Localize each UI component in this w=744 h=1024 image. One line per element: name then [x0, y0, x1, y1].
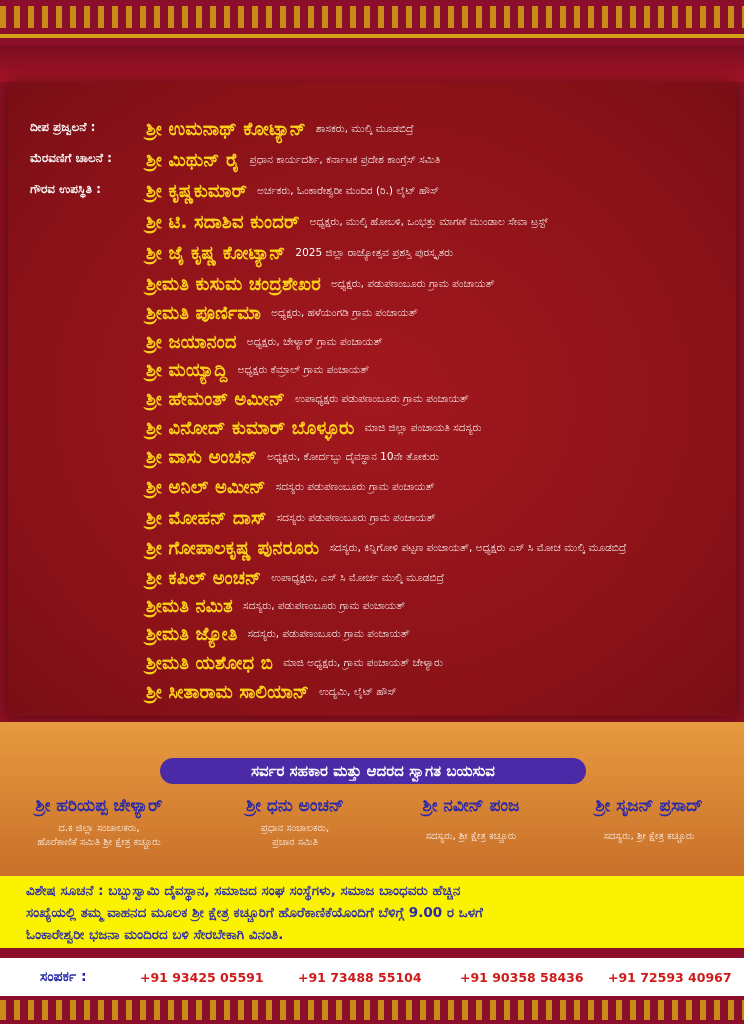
guest-name: ಶ್ರೀಮತಿ ನಮಿತ: [146, 595, 233, 617]
guest-name: ಶ್ರೀಮತಿ ಯಶೋಧ ಬಿ: [146, 652, 274, 674]
guest-name: ಶ್ರೀಮತಿ ಪೂರ್ಣಿಮಾ: [146, 302, 262, 324]
guest-designation: ಅಧ್ಯಕ್ಷರು ಕೆಮ್ರಾಲ್ ಗ್ರಾಮ ಪಂಚಾಯತ್: [237, 363, 370, 376]
guest-name: ಶ್ರೀ ಹೇಮಂತ್ ಅಮೀನ್: [146, 388, 286, 410]
special-notice: [0, 876, 744, 948]
guest-row: [146, 474, 435, 500]
guest-name: ಶ್ರೀ ಮೋಹನ್ ದಾಸ್: [146, 507, 267, 529]
notice-line-2: ಸಂಖ್ಯೆಯಲ್ಲಿ ತಮ್ಮ ವಾಹನದ ಮೂಲಕ ಶ್ರೀ ಕ್ಷೇತ್ರ ಕಚ್ಚೂರಿಗೆ ಹೊರೆಕಾಣಿಕೆಯೊಂದಿಗೆ ಬೆಳಿಗ್ಗೆ 9.00 ರ ಒಳಗೆ: [26, 905, 483, 921]
guest-designation: ಉಪಾಧ್ಯಕ್ಷರು ಪಡುಪಣಂಬೂರು ಗ್ರಾಮ ಪಂಚಾಯತ್: [295, 392, 469, 405]
guest-row: [146, 415, 481, 441]
guest-row: [146, 271, 495, 297]
label-procession: ಮೆರವಣಿಗೆ ಚಾಲನೆ :: [30, 151, 112, 165]
guest-designation: ಅಧ್ಯಕ್ಷರು, ಹಳೆಯಂಗಡಿ ಗ್ರಾಮ ಪಂಚಾಯತ್: [271, 306, 418, 319]
organizer-role: ಸದಸ್ಯರು, ಶ್ರೀ ಕ್ಷೇತ್ರ ಕಚ್ಚೂರು: [425, 831, 517, 842]
guest-designation: ಅಧ್ಯಕ್ಷರು, ಮುಲ್ಕಿ ಹೋಬಳಿ, ಒಂಭತ್ತು ಮಾಗಣೆ ಮುಂಡಾಲ ಸೇವಾ ಟ್ರಸ್ಟ್: [309, 215, 548, 228]
guest-designation: ಮಾಜಿ ಅಧ್ಯಕ್ಷರು, ಗ್ರಾಮ ಪಂಚಾಯತ್ ಚೇಳ್ಯಾರು: [283, 656, 443, 669]
guest-name: ಶ್ರೀ ಮಿಥುನ್ ರೈ: [146, 149, 240, 171]
guest-designation: ಮಾಜಿ ಜಿಲ್ಲಾ ಪಂಚಾಯತಿ ಸದಸ್ಯರು: [364, 421, 482, 434]
guest-name: ಶ್ರೀ ಕಪಿಲ್ ಅಂಚನ್: [146, 567, 262, 589]
guest-designation: ಸದಸ್ಯರು, ಪಡುಪಣಂಬೂರು ಗ್ರಾಮ ಪಂಚಾಯತ್: [242, 599, 406, 612]
guest-row: [146, 593, 405, 619]
guest-row: [146, 240, 453, 266]
guest-row: [146, 444, 439, 470]
label-lamp-lighting: ದೀಪ ಪ್ರಜ್ವಲನೆ :: [30, 120, 96, 134]
border-line: [0, 34, 744, 38]
notice-line-3: ಓಂಕಾರೇಶ್ವರೀ ಭಜನಾ ಮಂದಿರದ ಬಳಿ ಸೇರಬೇಕಾಗಿ ವಿನಂತಿ.: [26, 927, 284, 943]
organizer-1: [14, 796, 184, 850]
phone-number[interactable]: +91 73488 55104: [298, 969, 422, 985]
guest-row: [146, 505, 436, 531]
guest-name: ಶ್ರೀ ವಿನೋದ್ ಕುಮಾರ್ ಬೊಳ್ಳೂರು: [146, 417, 355, 439]
guest-name: ಶ್ರೀ ಅನಿಲ್ ಅಮೀನ್: [146, 476, 266, 498]
guest-designation: ಸದಸ್ಯರು, ಪಡುಪಣಂಬೂರು ಗ್ರಾಮ ಪಂಚಾಯತ್: [247, 627, 410, 640]
guest-designation: ಸದಸ್ಯರು ಪಡುಪಣಂಬೂರು ಗ್ರಾಮ ಪಂಚಾಯತ್: [275, 480, 435, 493]
guest-name: ಶ್ರೀ ಉಮನಾಥ್ ಕೋಟ್ಯಾನ್: [146, 118, 306, 140]
organizer-name: ಶ್ರೀ ಸೃಜನ್ ಪ್ರಸಾದ್: [595, 796, 703, 816]
label-presence: ಗೌರವ ಉಪಸ್ಥಿತಿ :: [30, 182, 101, 196]
guest-designation: ಪ್ರಧಾನ ಕಾರ್ಯದರ್ಶಿ, ಕರ್ನಾಟಕ ಪ್ರದೇಶ ಕಾಂಗ್ರೆಸ್ ಸಮಿತಿ: [249, 153, 441, 166]
phone-number[interactable]: +91 72593 40967: [608, 969, 732, 985]
notice-line-1: ವಿಶೇಷ ಸೂಚನೆ : ಬಬ್ಬುಸ್ವಾಮಿ ದೈವಸ್ಥಾನ, ಸಮಾಜದ ಸಂಘ ಸಂಸ್ಥೆಗಳು, ಸಮಾಜ ಬಾಂಧವರು ಹೆಚ್ಚಿನ: [26, 883, 461, 899]
contact-bar: [0, 958, 744, 996]
guest-name: ಶ್ರೀ ಜಯಾನಂದ: [146, 331, 237, 353]
guest-row: [146, 650, 443, 676]
guest-designation: ಉಪಾಧ್ಯಕ್ಷರು, ಎಸ್ ಸಿ ಮೋರ್ಚ ಮುಲ್ಕಿ ಮೂಡಬಿದ್ರೆ: [271, 571, 445, 584]
guest-row: [146, 300, 418, 326]
guest-row: [146, 357, 369, 383]
guest-designation: 2025 ಜಿಲ್ಲಾ ರಾಜ್ಯೋತ್ಸವ ಪ್ರಶಸ್ತಿ ಪುರಸ್ಕೃತರು: [295, 246, 453, 259]
phone-number[interactable]: +91 93425 05591: [140, 969, 264, 985]
guest-name: ಶ್ರೀ ಕೃಷ್ಣಕುಮಾರ್: [146, 180, 248, 202]
organizer-2: [220, 796, 370, 850]
organizer-name: ಶ್ರೀ ಹರಿಯಪ್ಪ ಚೇಳ್ಯಾರ್: [35, 796, 163, 816]
organizer-name: ಶ್ರೀ ಧನು ಅಂಚನ್: [246, 796, 344, 816]
guest-name: ಶ್ರೀಮತಿ ಜ್ಯೋತಿ: [146, 623, 238, 645]
border-pattern: [0, 6, 744, 28]
guest-row: [146, 178, 439, 204]
guest-name: ಶ್ರೀ ವಾಸು ಅಂಚನ್: [146, 446, 258, 468]
guest-row: [146, 329, 382, 355]
organizer-role: ಸದಸ್ಯರು, ಶ್ರೀ ಕ್ಷೇತ್ರ ಕಚ್ಚೂರು: [603, 831, 695, 842]
guest-designation: ಅಧ್ಯಕ್ಷರು, ಪಡುಪಣಂಬೂರು ಗ್ರಾಮ ಪಂಚಾಯತ್: [330, 277, 495, 290]
guest-name: ಶ್ರೀ ಗೋಪಾಲಕೃಷ್ಣ ಪುನರೂರು: [146, 537, 320, 559]
guest-name: ಶ್ರೀ ಸೀತಾರಾಮ ಸಾಲಿಯಾನ್: [146, 681, 310, 703]
guest-name: ಶ್ರೀಮತಿ ಕುಸುಮ ಚಂದ್ರಶೇಖರ: [146, 273, 321, 295]
phone-number[interactable]: +91 90358 58436: [460, 969, 584, 985]
guest-row: [146, 147, 440, 173]
guest-row: [146, 621, 410, 647]
header-band: [0, 46, 744, 82]
welcome-banner: ಸರ್ವರ ಸಹಕಾರ ಮತ್ತು ಆದರದ ಸ್ವಾಗತ ಬಯಸುವ: [160, 758, 586, 784]
guest-designation: ಅಧ್ಯಕ್ಷರು, ಕೋರ್ದಬ್ಬು ದೈವಸ್ಥಾನ 10ನೇ ತೋಕುರು: [267, 450, 439, 463]
organizer-role: ಪ್ರಧಾನ ಸಂಚಾಲಕರು, ಪ್ರಚಾರ ಸಮಿತಿ: [260, 823, 330, 848]
organizer-4: [560, 796, 738, 844]
guest-designation: ಅಧ್ಯಕ್ಷರು, ಚೇಳ್ಯಾರ್ ಗ್ರಾಮ ಪಂಚಾಯತ್: [246, 335, 383, 348]
guest-designation: ಸದಸ್ಯರು ಪಡುಪಣಂಬೂರು ಗ್ರಾಮ ಪಂಚಾಯತ್: [276, 511, 436, 524]
guest-designation: ಸದಸ್ಯರು, ಕಿನ್ನಿಗೋಳಿ ಪಟ್ಟಣ ಪಂಚಾಯತ್, ಅಧ್ಯಕ್ಷರು ಎಸ್ ಸಿ ಮೋಚ ಮುಲ್ಕಿ ಮೂಡಬಿದ್ರೆ: [329, 541, 627, 554]
bottom-decorative-border: [0, 996, 744, 1024]
guest-designation: ಶಾಸಕರು, ಮುಲ್ಕಿ ಮೂಡಬಿದ್ರೆ: [315, 122, 414, 135]
guest-designation: ಅರ್ಚಕರು, ಓಂಕಾರೇಶ್ವರೀ ಮಂದಿರ (ರಿ.) ಲೈಟ್ ಹೌಸ್: [257, 184, 440, 197]
guest-name: ಶ್ರೀ ಜೈ ಕೃಷ್ಣ ಕೋಟ್ಯಾನ್: [146, 242, 286, 264]
separator: [0, 948, 744, 958]
guest-name: ಶ್ರೀ ಟಿ. ಸದಾಶಿವ ಕುಂದರ್: [146, 211, 300, 233]
guest-row: [146, 116, 414, 142]
contact-label: ಸಂಪರ್ಕ :: [40, 969, 87, 985]
guest-row: [146, 565, 444, 591]
guest-row: [146, 386, 469, 412]
guest-row: [146, 209, 548, 235]
organizer-3: [396, 796, 546, 844]
guest-designation: ಉದ್ಯಮಿ, ಲೈಟ್ ಹೌಸ್: [319, 685, 397, 698]
guest-row: [146, 679, 397, 705]
top-decorative-border: [0, 0, 744, 46]
organizer-name: ಶ್ರೀ ನವೀನ್ ಪಂಜ: [422, 796, 520, 816]
border-pattern: [0, 1000, 744, 1020]
guest-row: [146, 535, 627, 561]
guest-name: ಶ್ರೀ ಮಯ್ಯಾದ್ದಿ: [146, 359, 228, 381]
organizer-role: ದ.ಕ ಜಿಲ್ಲಾ ಸಂಚಾಲಕರು, ಹೊರೆಕಾಣಿಕೆ ಸಮಿತಿ ಶ್ರೀ ಕ್ಷೇತ್ರ ಕಚ್ಚೂರು: [37, 823, 161, 848]
